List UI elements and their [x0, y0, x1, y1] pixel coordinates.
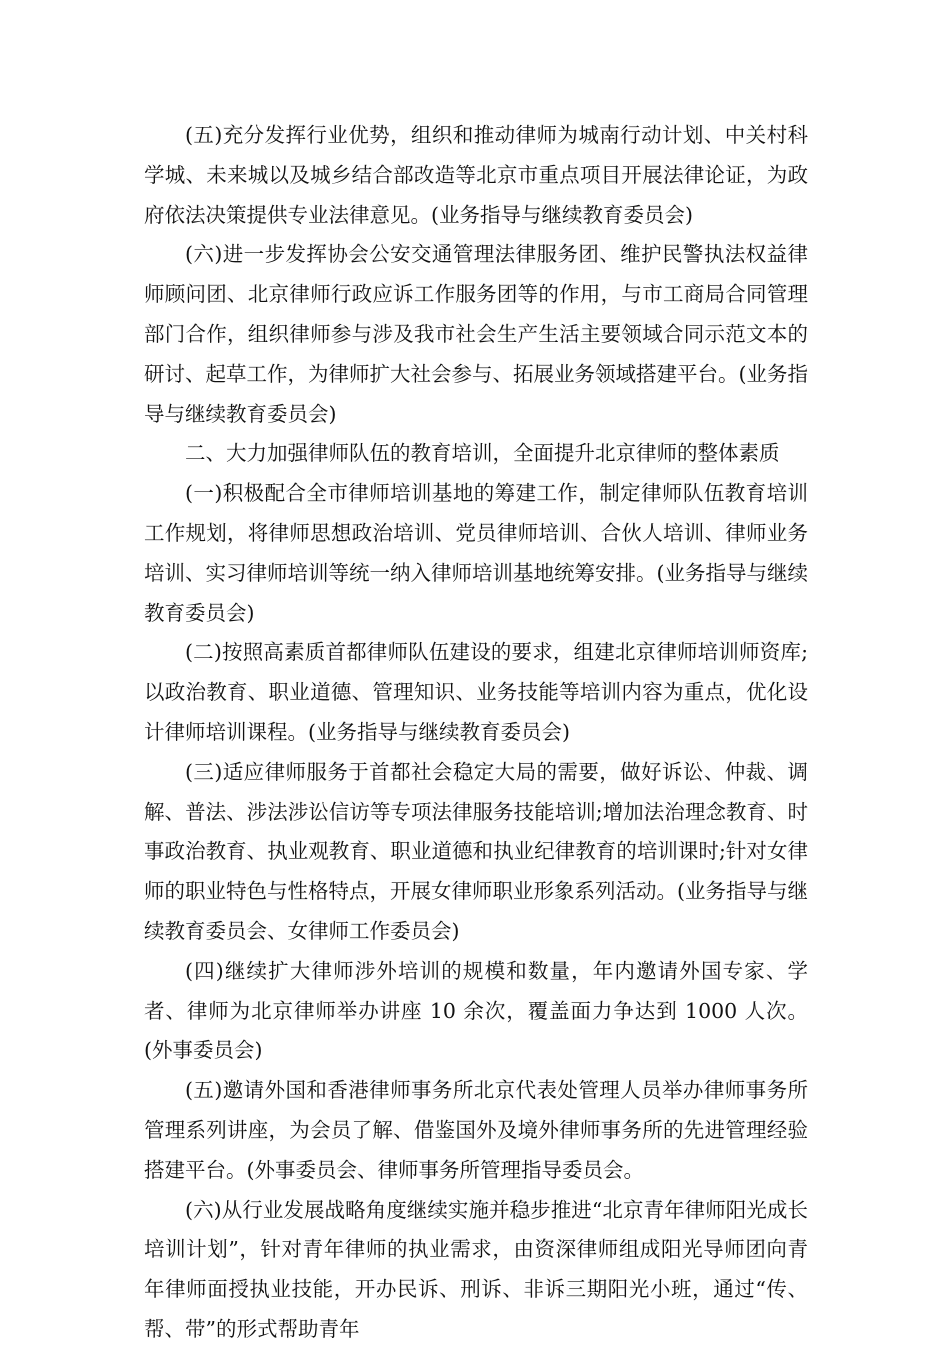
- document-body: [144, 116, 808, 1350]
- paragraph: (六)进一步发挥协会公安交通管理法律服务团、维护民警执法权益律师顾问团、北京律师行政应诉工作服务团等的作用，与市工商局合同管理部门合作，组织律师参与涉及我市社会生产生活主要领域合同示范文本的研讨、起草工作，为律师扩大社会参与、拓展业务领域搭建平台。(业务指导与继续教育委员会): [144, 242, 808, 426]
- paragraph: (四)继续扩大律师涉外培训的规模和数量，年内邀请外国专家、学者、律师为北京律师举办讲座 10 余次，覆盖面力争达到 1000 人次。(外事委员会): [144, 958, 808, 1063]
- paragraph: (六)从行业发展战略角度继续实施并稳步推进“北京青年律师阳光成长培训计划”，针对青年律师的执业需求，由资深律师组成阳光导师团向青年律师面授执业技能，开办民诉、刑诉、非诉三期阳光小班，通过“传、帮、带”的形式帮助青年: [144, 1197, 808, 1341]
- paragraph: (二)按照高素质首都律师队伍建设的要求，组建北京律师培训师资库;以政治教育、职业道德、管理知识、业务技能等培训内容为重点，优化设计律师培训课程。(业务指导与继续教育委员会): [144, 640, 808, 744]
- paragraph: (一)积极配合全市律师培训基地的筹建工作，制定律师队伍教育培训工作规划，将律师思想政治培训、党员律师培训、合伙人培训、律师业务培训、实习律师培训等统一纳入律师培训基地统筹安排。(业务指导与继续教育委员会): [144, 481, 808, 625]
- paragraph: (五)充分发挥行业优势，组织和推动律师为城南行动计划、中关村科学城、未来城以及城乡结合部改造等北京市重点项目开展法律论证，为政府依法决策提供专业法律意见。(业务指导与继续教育委员会): [144, 123, 808, 227]
- section-heading: 二、大力加强律师队伍的教育培训，全面提升北京律师的整体素质: [185, 441, 780, 466]
- paragraph: (五)邀请外国和香港律师事务所北京代表处管理人员举办律师事务所管理系列讲座，为会员了解、借鉴国外及境外律师事务所的先进管理经验搭建平台。(外事委员会、律师事务所管理指导委员会。: [144, 1078, 808, 1182]
- paragraph: (三)适应律师服务于首都社会稳定大局的需要，做好诉讼、仲裁、调解、普法、涉法涉讼信访等专项法律服务技能培训;增加法治理念教育、时事政治教育、执业观教育、职业道德和执业纪律教育的培训课时;针对女律师的职业特色与性格特点，开展女律师职业形象系列活动。(业务指导与继续教育委员会、女律师工作委员会): [144, 759, 808, 943]
